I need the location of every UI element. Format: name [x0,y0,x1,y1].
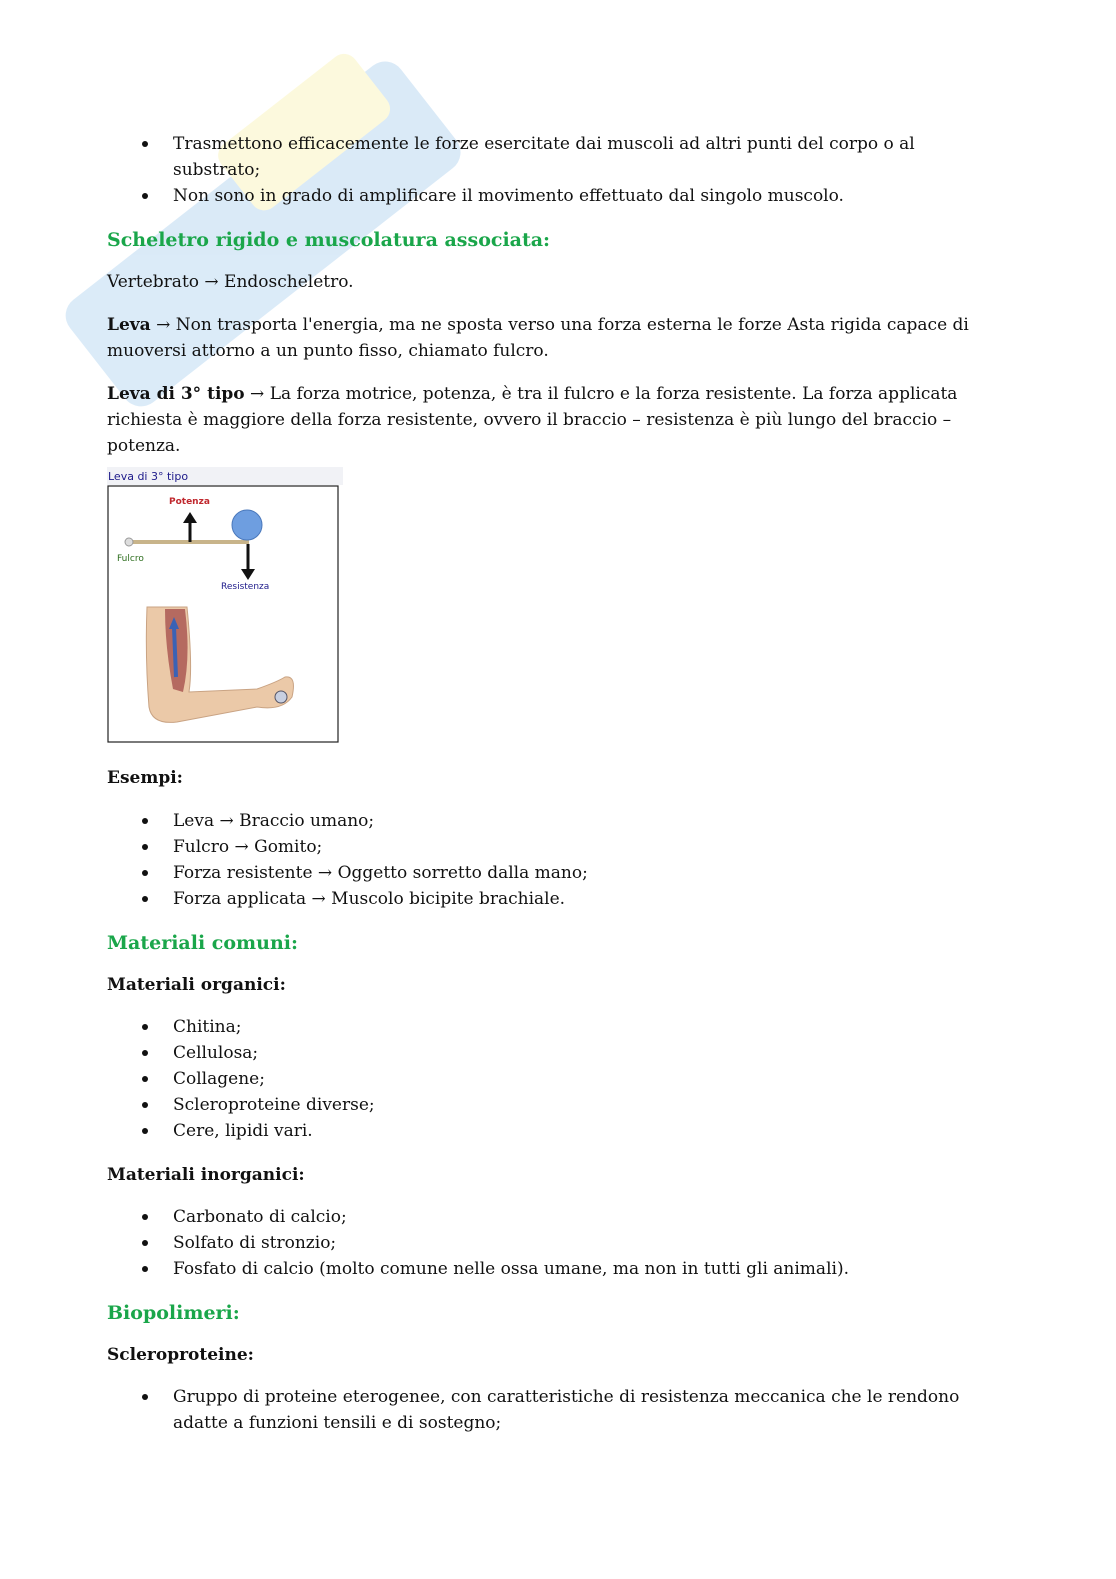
list-item: Collagene; [173,1066,1007,1092]
list-item: Cere, lipidi vari. [173,1118,1007,1144]
subheading: Materiali organici: [107,975,286,995]
figure-title: Leva di 3° tipo [108,470,189,483]
intro-list [107,131,1007,209]
list-item: Forza resistente → Oggetto sorretto dalla mano; [173,860,1007,886]
list-item: Carbonato di calcio; [173,1204,1007,1230]
list-item: Trasmettono efficacemente le forze esercitate dai muscoli ad altri punti del corpo o al substrato; [173,131,1007,183]
list-item: Forza applicata → Muscolo bicipite brachiale. [173,886,1007,912]
list-item: Chitina; [173,1014,1007,1040]
paragraph [107,312,1007,364]
label-potenza: Potenza [169,497,210,507]
list-item: Fosfato di calcio (molto comune nelle ossa umane, ma non in tutti gli animali). [173,1256,1007,1282]
document-body [107,131,1007,1436]
lever-figure [107,467,343,745]
list-item: Scleroproteine diverse; [173,1092,1007,1118]
list-item: Cellulosa; [173,1040,1007,1066]
section-heading: Scheletro rigido e muscolatura associata: [107,229,551,251]
scleroproteine-list [107,1384,1007,1436]
list-item: Non sono in grado di amplificare il movimento effettuato dal singolo muscolo. [173,183,1007,209]
paragraph: Vertebrato → Endoscheletro. [107,272,354,292]
list-item: Leva → Braccio umano; [173,808,1007,834]
paragraph [107,381,1007,459]
label-resistenza: Resistenza [221,582,270,592]
list-item: Solfato di stronzio; [173,1230,1007,1256]
definition: → La forza motrice, potenza, è tra il fulcro e la forza resistente. La forza applicata richiesta è maggiore della forza resistente, ovvero il braccio – resistenza è più lungo del braccio – potenza. [107,384,958,456]
list-item: Gruppo di proteine eterogenee, con caratteristiche di resistenza meccanica che le rendono adatte a funzioni tensili e di sostegno; [173,1384,1007,1436]
organic-list [107,1014,1007,1144]
examples-list [107,808,1007,912]
label-fulcro: Fulcro [117,554,144,564]
term: Leva di 3° tipo [107,384,245,404]
inorganic-list [107,1204,1007,1282]
term: Leva [107,315,151,335]
list-item: Fulcro → Gomito; [173,834,1007,860]
examples-label: Esempi: [107,768,183,788]
definition: → Non trasporta l'energia, ma ne sposta verso una forza esterna le forze Asta rigida capace di muoversi attorno a un punto fisso, chiamato fulcro. [107,315,969,361]
subheading: Scleroproteine: [107,1345,254,1365]
section-heading: Biopolimeri: [107,1302,240,1324]
section-heading: Materiali comuni: [107,932,299,954]
subheading: Materiali inorganici: [107,1165,305,1185]
